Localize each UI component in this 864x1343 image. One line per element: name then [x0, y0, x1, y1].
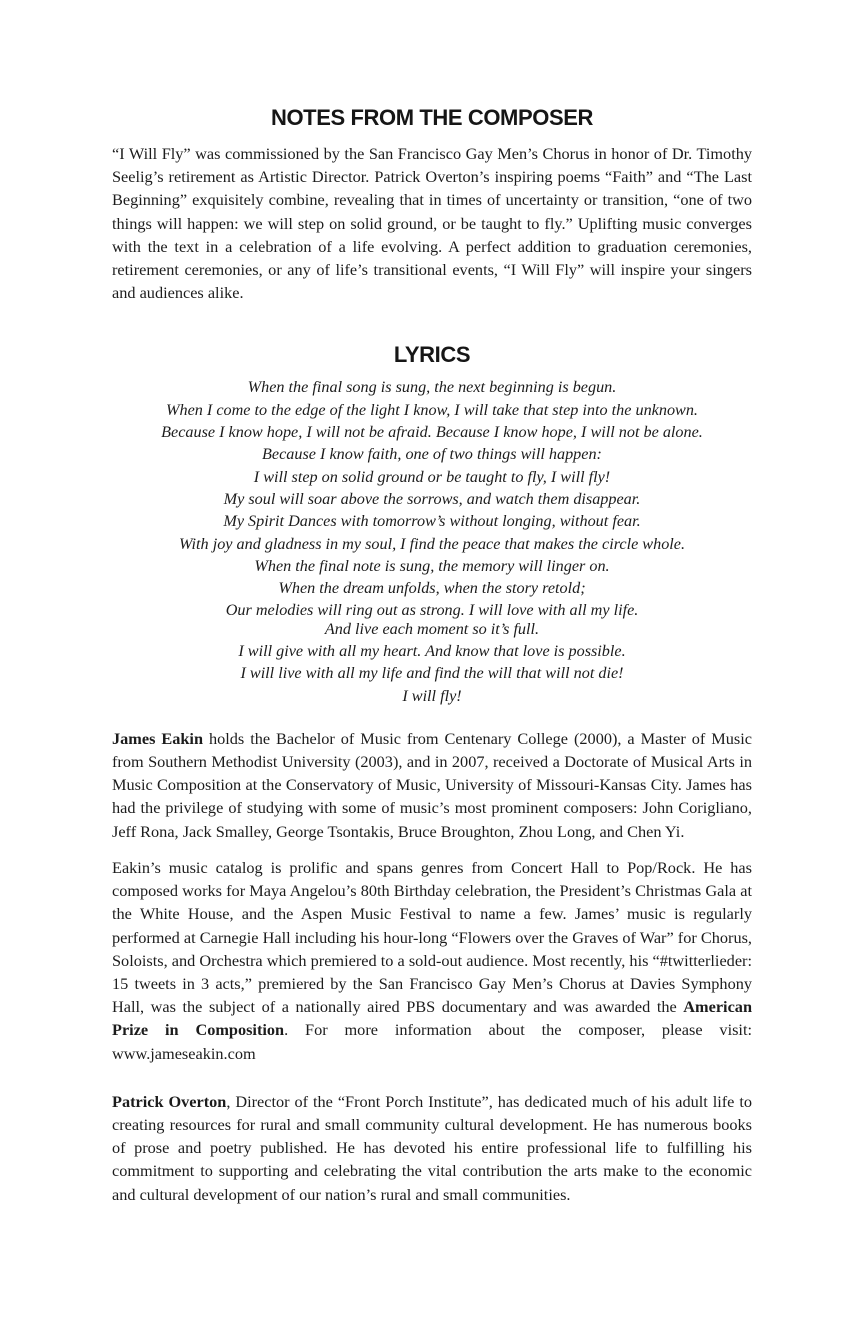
lyric-line: When the final note is sung, the memory will linger on. — [254, 556, 610, 575]
lyric-line: When the final song is sung, the next beginning is begun. — [247, 378, 617, 397]
lyrics-block — [112, 376, 752, 706]
lyric-line: Because I know hope, I will not be afraid. Because I know hope, I will not be alone. — [161, 423, 703, 442]
text-segment: Eakin’s music catalog is prolific and spans genres from Concert Hall to Pop/Rock. He has composed works for Maya Angelou’s 80th Birthday celebration, the President’s Christmas Gala at the White House, and the Aspen Music Festival to name a few. James’ music is regularly performed at Carnegie Hall including his hour-long “Flowers over the Graves of War” for Chorus, Soloists, and Orchestra which premiered to a sold-out audience. Most recently, his “#twitterlieder: 15 tweets in 3 acts,” premiered by the San Francisco Gay Men’s Chorus at Davies Symphony Hall, was the subject of a nationally aired PBS documentary and was awarded the — [112, 857, 752, 1017]
lyric-line: I will live with all my life and find the will that will not die! — [240, 664, 624, 683]
lyric-line: Because I know faith, one of two things will happen: — [262, 445, 602, 464]
bold-text-segment: Patrick Overton — [112, 1091, 227, 1111]
lyric-line: I will give with all my heart. And know that love is possible. — [238, 641, 626, 660]
lyric-line: I will step on solid ground or be taught to fly, I will fly! — [253, 467, 611, 486]
lyric-line: My Spirit Dances with tomorrow’s without longing, without fear. — [223, 512, 641, 531]
james-eakin-bio-paragraph — [112, 727, 752, 843]
bold-text-segment: James Eakin — [112, 728, 203, 748]
lyric-line: When I come to the edge of the light I know, I will take that step into the unknown. — [166, 400, 698, 419]
text-segment: . For more information about the composer, please visit: www.jameseakin.com — [112, 1020, 752, 1063]
eakin-catalog-paragraph — [112, 856, 752, 1065]
notes-from-composer-heading: NOTES FROM THE COMPOSER — [270, 105, 594, 130]
patrick-overton-bio-paragraph — [112, 1090, 752, 1206]
text-segment: holds the Bachelor of Music from Centenary College (2000), a Master of Music from Southern Methodist University (2003), and in 2007, received a Doctorate of Musical Arts in Music Composition at the Conservatory of Music, University of Missouri-Kansas City. James has had the privilege of studying with some of music’s most prominent composers: John Corigliano, Jeff Rona, Jack Smalley, George Tsontakis, Bruce Broughton, Zhou Long, and Chen Yi. — [112, 728, 752, 841]
lyric-line: With joy and gladness in my soul, I find the peace that makes the circle whole. — [178, 534, 686, 553]
text-segment: , Director of the “Front Porch Institute”, has dedicated much of his adult life to creating resources for rural and small community cultural development. He has numerous books of prose and poetry published. He has devoted his entire professional life to fulfilling his commitment to supporting and celebrating the vital contribution the arts make to the economic and cultural development of our nation’s rural and small communities. — [112, 1091, 752, 1204]
lyrics-heading: LYRICS — [393, 342, 471, 368]
composer-notes-paragraph: “I Will Fly” was commissioned by the San Francisco Gay Men’s Chorus in honor of Dr. Timothy Seelig’s retirement as Artistic Director. Patrick Overton’s inspiring poems “Faith” and “The Last Beginning” exquisitely combine, revealing that in times of uncertainty or transition, “one of two things will happen: we will step on solid ground, or be taught to fly.” Uplifting music converges with the text in a celebration of a life evolving. A perfect addition to graduation ceremonies, retirement ceremonies, or any of life’s transitional events, “I Will Fly” will inspire your singers and audiences alike. — [112, 144, 752, 303]
lyric-line: My soul will soar above the sorrows, and watch them disappear. — [223, 489, 641, 508]
lyric-line: Our melodies will ring out as strong. I will love with all my life. — [225, 601, 639, 620]
lyric-line: When the dream unfolds, when the story retold; — [278, 579, 586, 598]
lyric-line: I will fly! — [402, 686, 462, 705]
bold-text-segment: American Prize in Composition — [112, 997, 752, 1040]
lyric-line: And live each moment so it’s full. — [324, 619, 540, 638]
